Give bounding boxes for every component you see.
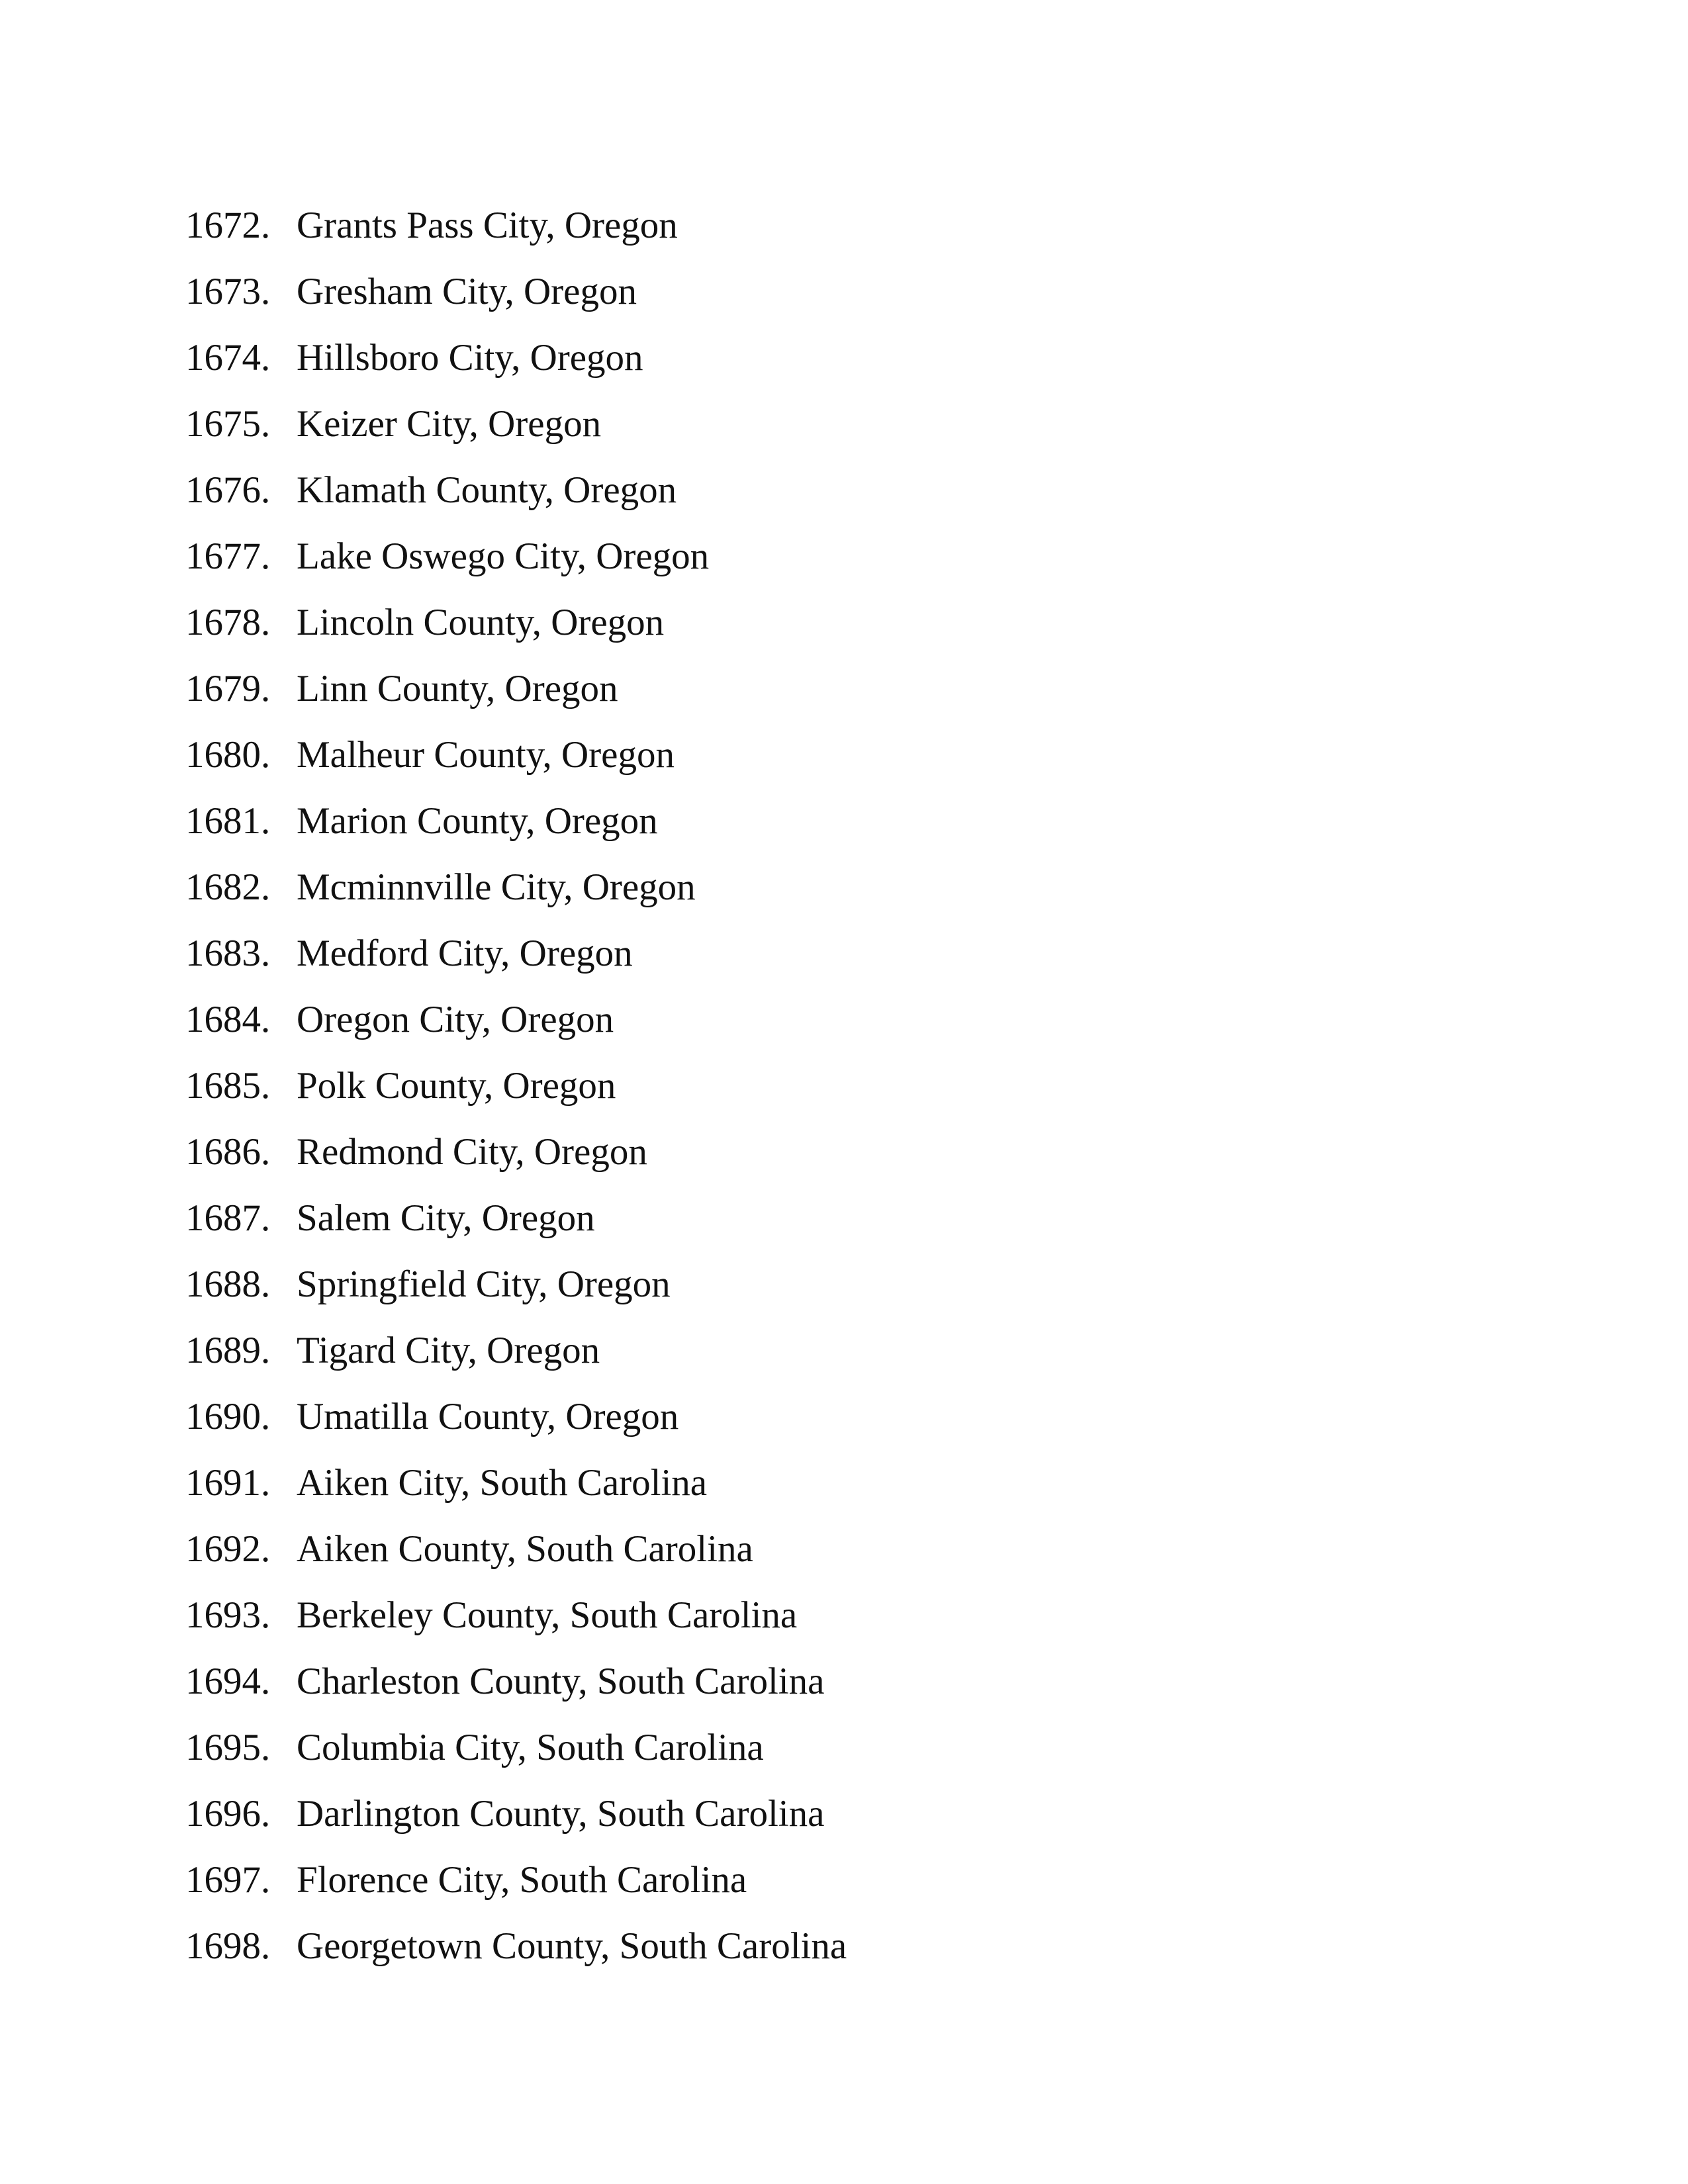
list-item [185,390,847,457]
list-item [185,1846,847,1913]
list-item-name: Malheur County, Oregon [297,733,675,776]
list-item-number: 1679. [185,667,271,709]
list-item-number: 1676. [185,469,271,511]
list-item-name: Springfield City, Oregon [297,1263,671,1305]
list-item-name: Charleston County, South Carolina [297,1660,825,1702]
list-item-number: 1693. [185,1594,271,1636]
list-item-number: 1691. [185,1461,271,1504]
list-item-number: 1675. [185,402,271,445]
list-item-name: Hillsboro City, Oregon [297,336,643,379]
list-item [185,523,847,589]
list-item-name: Oregon City, Oregon [297,998,614,1040]
list-item-number: 1678. [185,601,271,643]
list-item [185,1118,847,1185]
list-item-name: Marion County, Oregon [297,799,658,842]
list-item-number: 1672. [185,204,271,246]
list-item-name: Redmond City, Oregon [297,1130,647,1173]
list-item-name: Darlington County, South Carolina [297,1792,825,1835]
list-item-name: Linn County, Oregon [297,667,618,709]
list-item-name: Aiken City, South Carolina [297,1461,708,1504]
list-item-number: 1681. [185,799,271,842]
list-item-name: Columbia City, South Carolina [297,1726,764,1768]
list-item [185,854,847,920]
list-item [185,788,847,854]
list-item-name: Klamath County, Oregon [297,469,677,511]
list-item-name: Berkeley County, South Carolina [297,1594,798,1636]
list-item [185,920,847,986]
list-item [185,1780,847,1846]
list-item [185,1251,847,1317]
list-item-name: Georgetown County, South Carolina [297,1925,847,1967]
list-item [185,1582,847,1648]
list-item [185,1648,847,1714]
list-item [185,258,847,324]
jurisdiction-list [185,192,847,1979]
list-item-name: Keizer City, Oregon [297,402,602,445]
list-item-number: 1674. [185,336,271,379]
list-item [185,1317,847,1383]
list-item-number: 1689. [185,1329,271,1371]
list-item-number: 1696. [185,1792,271,1835]
list-item-name: Tigard City, Oregon [297,1329,600,1371]
list-item-name: Gresham City, Oregon [297,270,637,312]
list-item-number: 1692. [185,1527,271,1570]
list-item-name: Florence City, South Carolina [297,1858,747,1901]
list-item-number: 1698. [185,1925,271,1967]
list-item-number: 1683. [185,932,271,974]
list-item-name: Lake Oswego City, Oregon [297,535,710,577]
list-item-number: 1688. [185,1263,271,1305]
list-item-number: 1686. [185,1130,271,1173]
list-item [185,1516,847,1582]
list-item-number: 1682. [185,866,271,908]
list-item [185,1913,847,1979]
list-item [185,1383,847,1449]
list-item [185,1185,847,1251]
list-item-name: Polk County, Oregon [297,1064,616,1107]
list-item-name: Medford City, Oregon [297,932,633,974]
list-item-number: 1677. [185,535,271,577]
list-item-name: Mcminnville City, Oregon [297,866,696,908]
list-item [185,1714,847,1780]
list-item [185,1449,847,1516]
list-item-name: Grants Pass City, Oregon [297,204,678,246]
list-item [185,324,847,390]
list-item [185,457,847,523]
list-item [185,721,847,788]
list-item [185,655,847,721]
list-item [185,1052,847,1118]
list-item-number: 1690. [185,1395,271,1437]
list-item-number: 1687. [185,1197,271,1239]
list-item-number: 1697. [185,1858,271,1901]
list-item-name: Aiken County, South Carolina [297,1527,753,1570]
list-item [185,986,847,1052]
list-item-number: 1685. [185,1064,271,1107]
list-item-number: 1694. [185,1660,271,1702]
list-item [185,589,847,655]
list-item-number: 1673. [185,270,271,312]
list-item [185,192,847,258]
list-item-name: Umatilla County, Oregon [297,1395,679,1437]
list-item-name: Lincoln County, Oregon [297,601,665,643]
list-item-number: 1680. [185,733,271,776]
list-item-number: 1684. [185,998,271,1040]
list-item-name: Salem City, Oregon [297,1197,595,1239]
list-item-number: 1695. [185,1726,271,1768]
